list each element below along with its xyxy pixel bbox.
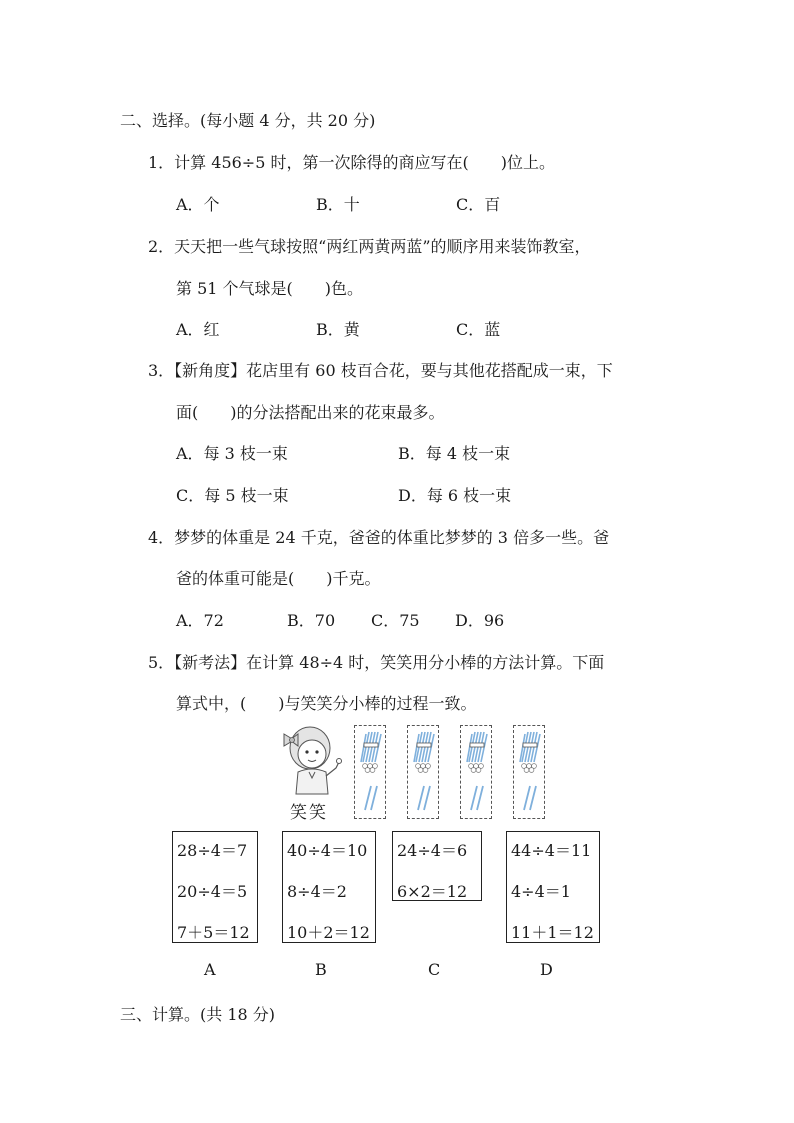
calc-option-c-label[interactable]: C <box>428 960 441 979</box>
calc-line: 8÷4＝2 <box>287 882 347 901</box>
stick-bundle-icon <box>408 726 438 818</box>
question-5-text-line1: 5．【新考法】在计算 48÷4 时，笑笑用分小棒的方法计算。下面 <box>148 653 605 672</box>
calc-option-d-box[interactable] <box>506 831 600 943</box>
calc-line: 44÷4＝11 <box>511 841 592 860</box>
calc-option-a-box[interactable] <box>172 831 258 943</box>
question-3-option-d[interactable]: D．每 6 枝一束 <box>398 486 512 505</box>
question-4-option-b[interactable]: B．70 <box>287 611 336 630</box>
calc-option-c-box[interactable] <box>392 831 482 901</box>
character-label: 笑笑 <box>290 803 328 823</box>
calc-option-a-label[interactable]: A <box>204 960 216 979</box>
question-1-text: 1．计算 456÷5 时，第一次除得的商应写在( )位上。 <box>148 153 555 172</box>
girl-illustration <box>276 724 348 800</box>
calc-option-b-label[interactable]: B <box>315 960 327 979</box>
calc-line: 11＋1＝12 <box>511 923 594 942</box>
question-3-option-a[interactable]: A．每 3 枝一束 <box>176 444 288 463</box>
calc-line: 10＋2＝12 <box>287 923 370 942</box>
calc-line: 28÷4＝7 <box>177 841 248 860</box>
calc-option-d-label[interactable]: D <box>540 960 553 979</box>
section-3-title: 三、计算。(共 18 分) <box>120 1005 276 1024</box>
question-2-text-line2: 第 51 个气球是( )色。 <box>176 279 364 298</box>
question-2-text-line1: 2．天天把一些气球按照“两红两黄两蓝”的顺序用来装饰教室， <box>148 237 591 256</box>
question-4-option-a[interactable]: A．72 <box>176 611 224 630</box>
calc-line: 4÷4＝1 <box>511 882 571 901</box>
question-2-option-a[interactable]: A．红 <box>176 320 220 339</box>
question-3-option-c[interactable]: C．每 5 枝一束 <box>176 486 289 505</box>
question-1-option-c[interactable]: C．百 <box>456 195 501 214</box>
calc-line: 6×2＝12 <box>397 882 468 901</box>
question-1-option-b[interactable]: B．十 <box>316 195 360 214</box>
stick-group-1 <box>354 725 386 819</box>
question-4-option-c[interactable]: C．75 <box>371 611 420 630</box>
calc-line: 20÷4＝5 <box>177 882 248 901</box>
stick-group-4 <box>513 725 545 819</box>
stick-bundle-icon <box>514 726 544 818</box>
question-3-text-line2: 面( )的分法搭配出来的花束最多。 <box>176 403 445 422</box>
question-2-option-c[interactable]: C．蓝 <box>456 320 501 339</box>
question-1-option-a[interactable]: A．个 <box>176 195 220 214</box>
calc-option-b-box[interactable] <box>282 831 376 943</box>
stick-group-3 <box>460 725 492 819</box>
question-3-text-line1: 3．【新角度】花店里有 60 枝百合花，要与其他花搭配成一束，下 <box>148 361 613 380</box>
question-5-text-line2: 算式中，( )与笑笑分小棒的过程一致。 <box>176 694 477 713</box>
calc-line: 7＋5＝12 <box>177 923 250 942</box>
question-4-text-line1: 4．梦梦的体重是 24 千克，爸爸的体重比梦梦的 3 倍多一些。爸 <box>148 528 610 547</box>
question-4-text-line2: 爸的体重可能是( )千克。 <box>176 569 381 588</box>
question-2-option-b[interactable]: B．黄 <box>316 320 360 339</box>
stick-group-2 <box>407 725 439 819</box>
calc-line: 40÷4＝10 <box>287 841 368 860</box>
calc-line: 24÷4＝6 <box>397 841 468 860</box>
section-2-title: 二、选择。(每小题 4 分，共 20 分) <box>120 111 376 130</box>
question-4-option-d[interactable]: D．96 <box>455 611 505 630</box>
stick-bundle-icon <box>461 726 491 818</box>
stick-bundle-icon <box>355 726 385 818</box>
question-3-option-b[interactable]: B．每 4 枝一束 <box>398 444 511 463</box>
